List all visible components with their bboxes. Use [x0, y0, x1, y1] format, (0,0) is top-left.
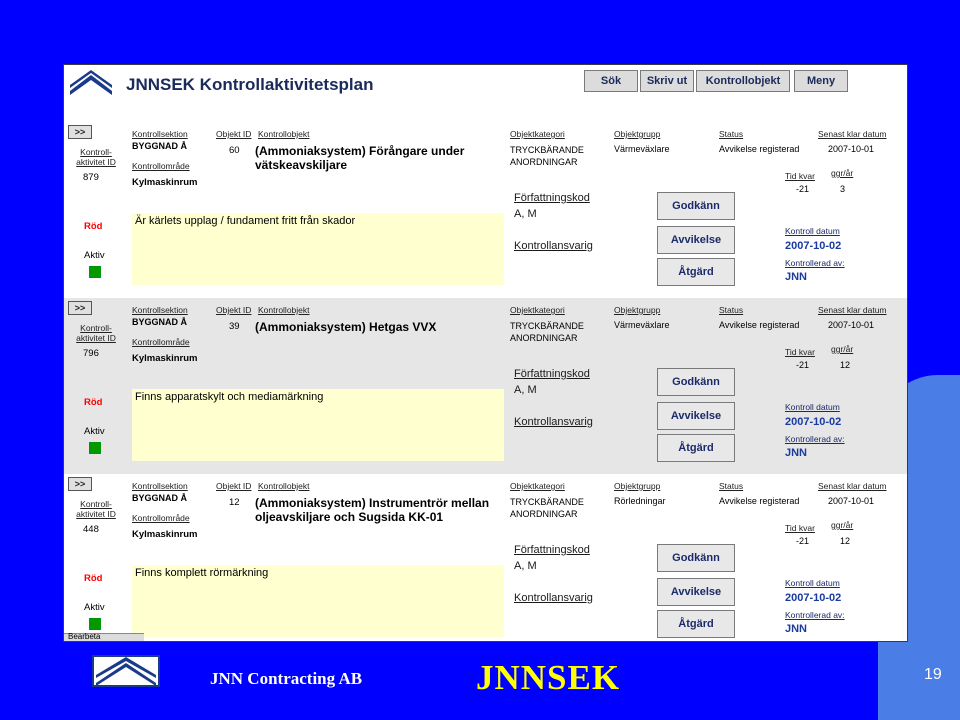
group-label: Objektgrupp [614, 481, 661, 491]
section-value: BYGGNAD Å [132, 141, 188, 151]
control-question-note: Finns apparatskylt och mediamärkning [132, 389, 504, 461]
app-title: JNNSEK Kontrollaktivitetsplan [126, 75, 374, 94]
group-value: Värmeväxlare [614, 320, 670, 330]
active-indicator [89, 266, 101, 278]
deviation-button[interactable]: Avvikelse [657, 578, 735, 606]
search-button[interactable]: Sök [584, 70, 638, 92]
deadline-value: 2007-10-01 [828, 144, 875, 154]
frequency-label: ggr/år [831, 520, 854, 530]
menu-button[interactable]: Meny [794, 70, 848, 92]
activity-id-value: 448 [83, 524, 99, 535]
status-color-label: Röd [84, 573, 103, 584]
control-date-value: 2007-10-02 [785, 592, 842, 604]
status-label: Status [719, 305, 744, 315]
active-indicator [89, 442, 101, 454]
control-date-value: 2007-10-02 [785, 240, 842, 252]
statute-code-value: A, M [514, 208, 537, 220]
deadline-label: Senast klar datum [818, 481, 887, 491]
statute-code-label: Författningskod [514, 368, 590, 380]
active-label: Aktiv [84, 426, 105, 437]
active-label: Aktiv [84, 602, 105, 613]
control-date-label: Kontroll datum [785, 226, 840, 236]
group-label: Objektgrupp [614, 129, 661, 139]
status-value: Avvikelse registerad [719, 320, 800, 330]
mode-label: Bearbeta [68, 632, 101, 641]
status-label: Status [719, 129, 744, 139]
section-label: Kontrollsektion [132, 129, 188, 139]
object-id-value: 12 [229, 497, 240, 508]
area-label: Kontrollområde [132, 161, 190, 171]
object-label: Kontrollobjekt [258, 481, 310, 491]
deviation-button[interactable]: Avvikelse [657, 402, 735, 430]
approve-button[interactable]: Godkänn [657, 192, 735, 220]
statute-code-value: A, M [514, 384, 537, 396]
object-name: (Ammoniaksystem) Förångare under vätskeavskiljare [255, 144, 465, 172]
app-header [64, 65, 907, 117]
footer-logo [92, 655, 160, 687]
statute-code-label: Författningskod [514, 192, 590, 204]
time-left-label: Tid kvar [785, 523, 815, 533]
expand-button[interactable]: >> [68, 301, 92, 315]
action-button[interactable]: Åtgärd [657, 434, 735, 462]
control-date-label: Kontroll datum [785, 402, 840, 412]
jnn-logo-icon [68, 69, 114, 95]
category-value: TRYCKBÄRANDE ANORDNINGAR [510, 145, 584, 167]
activity-id-label: Kontroll-aktivitet ID [76, 323, 116, 343]
object-label: Kontrollobjekt [258, 129, 310, 139]
object-id-label: Objekt ID [216, 481, 252, 491]
section-value: BYGGNAD Å [132, 493, 188, 503]
category-label: Objektkategori [510, 305, 565, 315]
expand-button[interactable]: >> [68, 125, 92, 139]
status-color-label: Röd [84, 397, 103, 408]
section-label: Kontrollsektion [132, 481, 188, 491]
brand-name: JNNSEK [476, 658, 621, 697]
object-id-value: 39 [229, 321, 240, 332]
responsible-label: Kontrollansvarig [514, 416, 593, 428]
time-left-value: -21 [796, 536, 810, 546]
time-left-value: -21 [796, 360, 810, 370]
checked-by-label: Kontrollerad av: [785, 434, 845, 444]
page-number: 19 [924, 666, 942, 683]
time-left-value: -21 [796, 184, 810, 194]
section-value: BYGGNAD Å [132, 317, 188, 327]
frequency-value: 12 [840, 360, 851, 370]
activity-id-label: Kontroll-aktivitet ID [76, 147, 116, 167]
area-value: Kylmaskinrum [132, 353, 198, 364]
area-value: Kylmaskinrum [132, 529, 198, 540]
deviation-button[interactable]: Avvikelse [657, 226, 735, 254]
control-objects-button[interactable]: Kontrollobjekt [696, 70, 790, 92]
checked-by-value: JNN [785, 447, 808, 459]
checked-by-label: Kontrollerad av: [785, 610, 845, 620]
responsible-label: Kontrollansvarig [514, 592, 593, 604]
deadline-value: 2007-10-01 [828, 496, 875, 506]
statute-code-label: Författningskod [514, 544, 590, 556]
approve-button[interactable]: Godkänn [657, 544, 735, 572]
record-row [64, 298, 907, 474]
deadline-label: Senast klar datum [818, 305, 887, 315]
group-value: Värmeväxlare [614, 144, 670, 154]
status-label: Status [719, 481, 744, 491]
object-name: (Ammoniaksystem) Hetgas VVX [255, 320, 437, 334]
control-question-note: Finns komplett rörmärkning [132, 565, 504, 637]
object-label: Kontrollobjekt [258, 305, 310, 315]
active-indicator [89, 618, 101, 630]
checked-by-value: JNN [785, 271, 808, 283]
active-label: Aktiv [84, 250, 105, 261]
frequency-value: 12 [840, 536, 851, 546]
frequency-value: 3 [840, 184, 846, 194]
group-label: Objektgrupp [614, 305, 661, 315]
deadline-value: 2007-10-01 [828, 320, 875, 330]
record-row [64, 474, 907, 642]
area-label: Kontrollområde [132, 513, 190, 523]
category-label: Objektkategori [510, 129, 565, 139]
time-left-label: Tid kvar [785, 171, 815, 181]
action-button[interactable]: Åtgärd [657, 258, 735, 286]
area-label: Kontrollområde [132, 337, 190, 347]
action-button[interactable]: Åtgärd [657, 610, 735, 638]
jnn-house-icon [92, 655, 160, 687]
status-value: Avvikelse registerad [719, 144, 800, 154]
record-row [64, 122, 907, 298]
status-bar [64, 633, 144, 642]
object-id-value: 60 [229, 145, 240, 156]
activity-id-value: 879 [83, 172, 99, 183]
time-left-label: Tid kvar [785, 347, 815, 357]
object-id-label: Objekt ID [216, 129, 252, 139]
checked-by-value: JNN [785, 623, 808, 635]
approve-button[interactable]: Godkänn [657, 368, 735, 396]
statute-code-value: A, M [514, 560, 537, 572]
status-color-label: Röd [84, 221, 103, 232]
app-window [63, 64, 908, 642]
area-value: Kylmaskinrum [132, 177, 198, 188]
section-label: Kontrollsektion [132, 305, 188, 315]
expand-button[interactable]: >> [68, 477, 92, 491]
control-date-label: Kontroll datum [785, 578, 840, 588]
responsible-label: Kontrollansvarig [514, 240, 593, 252]
object-id-label: Objekt ID [216, 305, 252, 315]
print-button[interactable]: Skriv ut [640, 70, 694, 92]
category-label: Objektkategori [510, 481, 565, 491]
checked-by-label: Kontrollerad av: [785, 258, 845, 268]
frequency-label: ggr/år [831, 168, 854, 178]
activity-id-label: Kontroll-aktivitet ID [76, 499, 116, 519]
status-value: Avvikelse registerad [719, 496, 800, 506]
activity-id-value: 796 [83, 348, 99, 359]
object-name: (Ammoniaksystem) Instrumentrör mellan oljeavskiljare och Sugsida KK-01 [255, 496, 490, 524]
frequency-label: ggr/år [831, 344, 854, 354]
company-name: JNN Contracting AB [210, 669, 363, 688]
category-value: TRYCKBÄRANDE ANORDNINGAR [510, 321, 584, 343]
control-date-value: 2007-10-02 [785, 416, 842, 428]
deadline-label: Senast klar datum [818, 129, 887, 139]
group-value: Rörledningar [614, 496, 666, 506]
control-question-note: Är kärlets upplag / fundament fritt från skador [132, 213, 504, 285]
category-value: TRYCKBÄRANDE ANORDNINGAR [510, 497, 584, 519]
